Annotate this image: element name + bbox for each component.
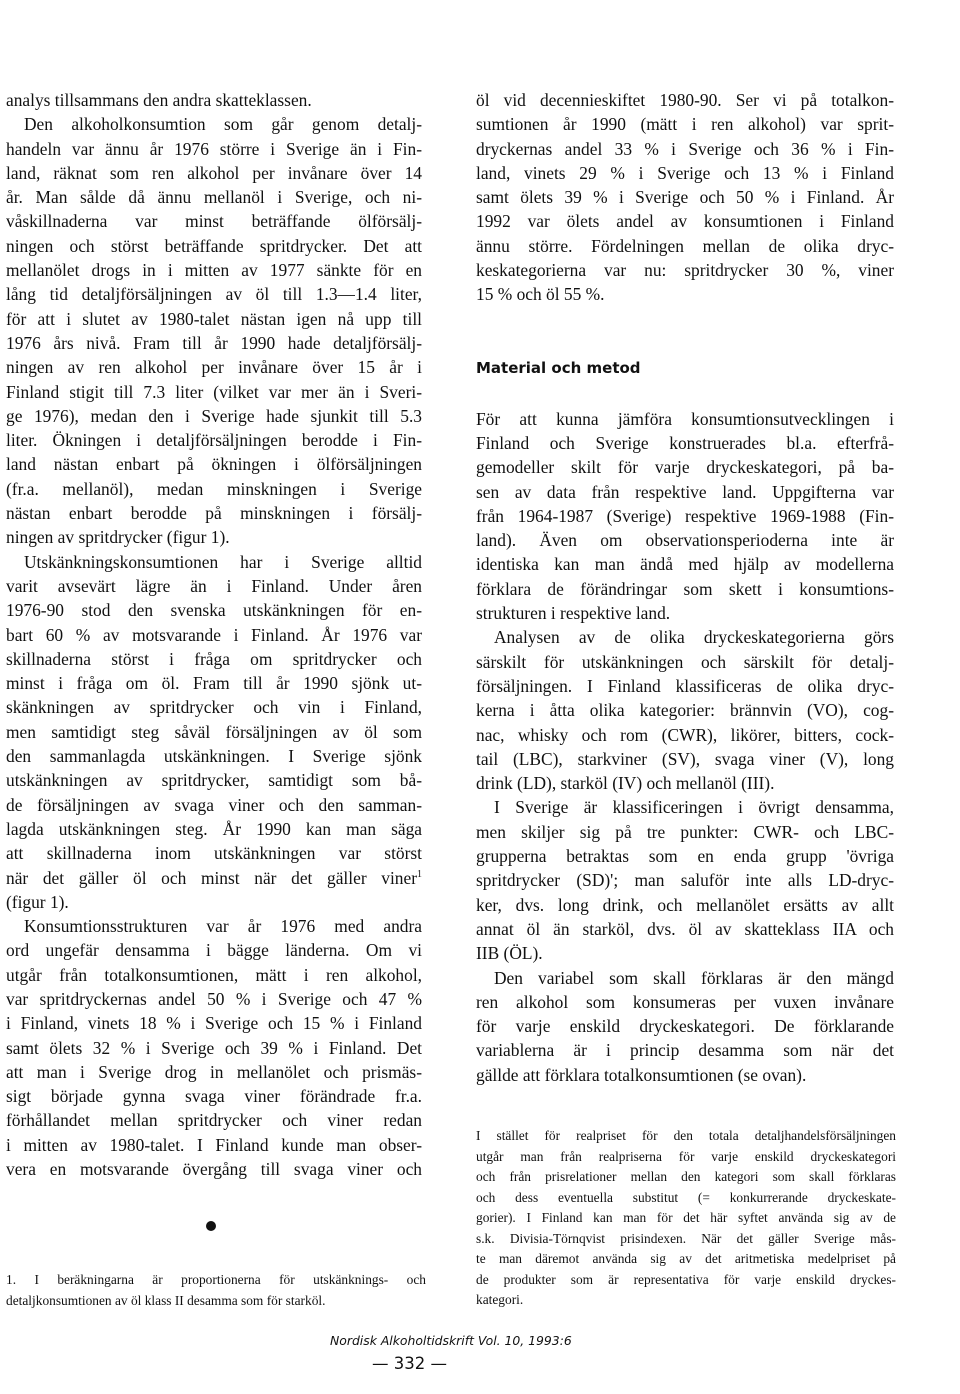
text-line: sen av data från respektive land. Uppgifterna var bbox=[476, 481, 894, 502]
footnote bbox=[6, 1270, 426, 1311]
text-line: land nästan enbart på ökningen i ölförsäljningen bbox=[6, 454, 422, 475]
text-line: öl vid decennieskiftet 1980-90. Ser vi på totalkon- bbox=[476, 90, 894, 110]
text-line: ge 1976), medan den i Sverige hade sjunkit till 5.3 bbox=[6, 405, 422, 426]
text-line: kerna i åtta olika kategorier: brännvin (VO), cog- bbox=[476, 700, 894, 721]
text-line: Finland och Sverige konstruerades bl.a. efterfrå- bbox=[476, 432, 894, 453]
paragraph bbox=[476, 966, 894, 1087]
text-line: gorier). I Finland kan man för det här syftet använda sig av de bbox=[476, 1210, 896, 1225]
text-line: land). Även om observationsperioderna inte är bbox=[476, 530, 894, 551]
footnote-ref: 1 bbox=[417, 868, 422, 880]
text-line: tail (LBC), starkviner (SV), svaga viner (V), long bbox=[476, 748, 894, 769]
text-line: när det gäller öl och minst när det gäller viner$^1$ bbox=[6, 867, 422, 888]
text-line: de försäljningen av svaga viner och den samman- bbox=[6, 794, 422, 815]
text-line: (figur 1). bbox=[6, 891, 69, 912]
text-line: och dess eventuella substitut (= konkurrerande dryckeskate- bbox=[476, 1189, 896, 1205]
text-line: samt ölets 39 % i Sverige och 50 % i Finland. År bbox=[476, 187, 894, 208]
text-line: För att kunna jämföra konsumtionsutvecklingen i bbox=[476, 408, 894, 429]
text-line: de produkter som är representativa för varje enskild dryckes- bbox=[476, 1271, 896, 1287]
right-column bbox=[476, 88, 894, 1087]
text-line: spritdrycker (SD)'; man saluför inte alls LD-dryc- bbox=[476, 870, 894, 891]
text-line: sumtionen år 1990 (mätt i ren alkohol) var sprit- bbox=[476, 114, 894, 135]
text-line: i Finland, vinets 18 % i Sverige och 15 % i Finland bbox=[6, 1013, 422, 1034]
text-line: utskänkningen av spritdrycker, samtidigt som bå- bbox=[6, 770, 422, 791]
text-line: vera en motsvarande övergång till svaga viner och bbox=[6, 1159, 422, 1180]
text-line: minst i fråga om öl. Fram till år 1990 sjönk ut- bbox=[6, 673, 422, 694]
text-line: s.k. Divisia-Törnqvist prisindexen. När det gäller Sverige mås- bbox=[476, 1230, 896, 1246]
text-line: försäljningen. I Finland klassificeras de olika dryc- bbox=[476, 675, 894, 696]
text-line: utgår man från realpriserna för varje enskild dryckeskategori bbox=[476, 1148, 896, 1164]
text-line: kategori. bbox=[476, 1292, 524, 1307]
page-number: — 332 — bbox=[372, 1354, 447, 1373]
footnote-text bbox=[6, 1270, 426, 1311]
text-line: land, vinets 29 % i Sverige och 13 % i Finland bbox=[476, 162, 894, 183]
text-line: från 1964-1987 (Sverige) respektive 1969-1988 (Fin- bbox=[476, 505, 894, 526]
text-line: ningen av ren alkohol per invånare över 15 år i bbox=[6, 357, 422, 378]
text-line: gemodeller skilt för varje dryckeskategori, på ba- bbox=[476, 457, 894, 478]
text-line: 1976-90 stod den svenska utskänkningen för en- bbox=[6, 600, 422, 621]
paragraph bbox=[6, 88, 422, 112]
text-line: strukturen i respektive land. bbox=[476, 603, 671, 624]
text-line: ord ungefär densamma i bägge länderna. Om vi bbox=[6, 940, 422, 961]
text-line: bart 60 % av motsvarande i Finland. År 1976 var bbox=[6, 624, 422, 645]
paragraph bbox=[476, 625, 894, 795]
left-column bbox=[6, 88, 422, 1181]
paragraph bbox=[476, 88, 894, 307]
text-line: särskilt för utskänkningen och särskilt för detalj- bbox=[476, 651, 894, 672]
text-line: 1. I beräkningarna är proportionerna för utskänknings- och bbox=[6, 1272, 426, 1287]
text-line: Den alkoholkonsumtion som går genom detalj- bbox=[24, 114, 422, 135]
text-line: Analysen av de olika dryckeskategorierna görs bbox=[494, 627, 894, 648]
text-line: varit avsevärt lägre än i Finland. Under åren bbox=[6, 575, 422, 596]
text-line: 1992 var ölets andel av konsumtionen i Finland bbox=[476, 211, 894, 232]
text-line: nac, whisky och rom (CWR), likörer, bitters, cock- bbox=[476, 724, 894, 745]
paragraph bbox=[6, 112, 422, 549]
text-line: utgår från totalkonsumtionen, mätt i ren alkohol, bbox=[6, 964, 422, 985]
text-line: för varje enskild dryckeskategori. De förklarande bbox=[476, 1016, 894, 1037]
text-line: Utskänkningskonsumtionen har i Sverige alltid bbox=[24, 551, 422, 572]
text-line: nästan enbart berodde på minskningen i försälj- bbox=[6, 503, 422, 524]
text-line: I stället för realpriset för den totala detaljhandelsförsäljningen bbox=[476, 1128, 896, 1143]
side-note-text bbox=[476, 1126, 896, 1311]
text-line: keskategorierna var nu: spritdrycker 30 %, viner bbox=[476, 260, 894, 281]
text-line: identiska kan man ändå med hjälp av modellerna bbox=[476, 554, 894, 575]
text-line: drink (LD), starköl (IV) och mellanöl (III). bbox=[476, 773, 775, 794]
text-line: var spritdryckernas andel 50 % i Sverige och 47 % bbox=[6, 988, 422, 1009]
journal-citation: Nordisk Alkoholtidskrift Vol. 10, 1993:6 bbox=[330, 1333, 572, 1348]
paragraph bbox=[476, 407, 894, 626]
paragraph bbox=[6, 550, 422, 914]
side-note bbox=[476, 1126, 896, 1311]
text-line: ren alkohol som konsumeras per vuxen invånare bbox=[476, 991, 894, 1012]
text-line: förhållandet mellan spritdrycker och viner redan bbox=[6, 1110, 422, 1131]
text-line: och från prisrelationer mellan den kategori som skall förklaras bbox=[476, 1169, 896, 1184]
text-line: ker, dvs. long drink, och mellanölet ersätts av allt bbox=[476, 894, 894, 915]
text-line: 15 % och öl 55 %. bbox=[476, 284, 605, 305]
text-line: ningen och störst beträffande spritdrycker. Det att bbox=[6, 235, 422, 256]
text-line: dryckernas andel 33 % i Sverige och 36 % i Fin- bbox=[476, 138, 894, 159]
bullet-mark bbox=[206, 1221, 216, 1231]
text-line: 1976 års nivå. Fram till år 1990 hade detaljförsälj- bbox=[6, 332, 422, 353]
paragraph bbox=[476, 795, 894, 965]
text-line: men samtidigt steg såväl försäljningen av öl som bbox=[6, 721, 422, 742]
text-line: handeln var ännu år 1976 större i Sverige än i Fin- bbox=[6, 138, 422, 159]
text-line: lagda utskänkningen steg. År 1990 kan man säga bbox=[6, 818, 422, 839]
text-line: gällde att förklara totalkonsumtionen (se ovan). bbox=[476, 1064, 807, 1085]
text-line: att man i Sverige drog in mellanölet och prismäs- bbox=[6, 1061, 422, 1082]
paragraph bbox=[6, 914, 422, 1181]
text-line: ningen av spritdrycker (figur 1). bbox=[6, 527, 230, 548]
text-line: detaljkonsumtionen av öl klass II desamma som för starköl. bbox=[6, 1292, 326, 1308]
text-line: förklara de förändringar som skett i konsumtions- bbox=[476, 578, 894, 599]
section-heading: Material och metod bbox=[476, 358, 641, 377]
text-line: för att i slutet av 1980-talet nästan igen nå upp till bbox=[6, 308, 422, 329]
text-line: analys tillsammans den andra skatteklassen. bbox=[6, 90, 312, 110]
text-line: samt ölets 32 % i Sverige och 39 % i Finland. Det bbox=[6, 1037, 422, 1058]
text-line: ännu större. Fördelningen mellan de olika dryc- bbox=[476, 235, 894, 256]
text-line: skillnaderna störst i fråga om spritdrycker och bbox=[6, 648, 422, 669]
text-line: år. Man sålde då ännu mellanöl i Sverige, och ni- bbox=[6, 187, 422, 208]
text-line: I Sverige är klassificeringen i övrigt densamma, bbox=[494, 797, 894, 818]
text-line: Finland stigit till 7.3 liter (vilket var mer än i Sveri- bbox=[6, 381, 422, 402]
text-line: liter. Ökningen i detaljförsäljningen berodde i Fin- bbox=[6, 430, 422, 451]
text-line: land, räknat som ren alkohol per invånare över 14 bbox=[6, 162, 422, 183]
text-line: Konsumtionsstrukturen var år 1976 med andra bbox=[24, 916, 422, 937]
text-line: grupperna betraktas som en enda grupp 'övriga bbox=[476, 846, 894, 867]
text-line: lång tid detaljförsäljningen av öl till 1.3—1.4 liter, bbox=[6, 284, 422, 305]
text-line: men skiljer sig på tre punkter: CWR- och LBC- bbox=[476, 821, 894, 842]
text-line: (fr.a. mellanöl), medan minskningen i Sverige bbox=[6, 478, 422, 499]
text-line: te man däremot använda sig av det aritmetiska medelpriset på bbox=[476, 1251, 896, 1266]
text-line: skänkningen av spritdrycker och vin i Finland, bbox=[6, 697, 422, 718]
text-line: variablerna är i princip desamma som när det bbox=[476, 1040, 894, 1061]
text-line: våskillnaderna var minst beträffande ölförsälj- bbox=[6, 211, 422, 232]
text-line: IIB (ÖL). bbox=[476, 943, 543, 964]
text-line: mellanölet drogs in i mitten av 1977 sänkte för en bbox=[6, 260, 422, 281]
text-line: sigt började gynna svaga viner förändrade fr.a. bbox=[6, 1086, 422, 1107]
text-line: att skillnaderna inom utskänkningen var störst bbox=[6, 843, 422, 864]
text-line: Den variabel som skall förklaras är den mängd bbox=[494, 967, 894, 988]
text-line: annat öl än starköl, dvs. öl av skatteklass IIA och bbox=[476, 918, 894, 939]
text-line: den sammanlagda utskänkningen. I Sverige sjönk bbox=[6, 746, 422, 767]
text-line: i mitten av 1980-talet. I Finland kunde man obser- bbox=[6, 1134, 422, 1155]
